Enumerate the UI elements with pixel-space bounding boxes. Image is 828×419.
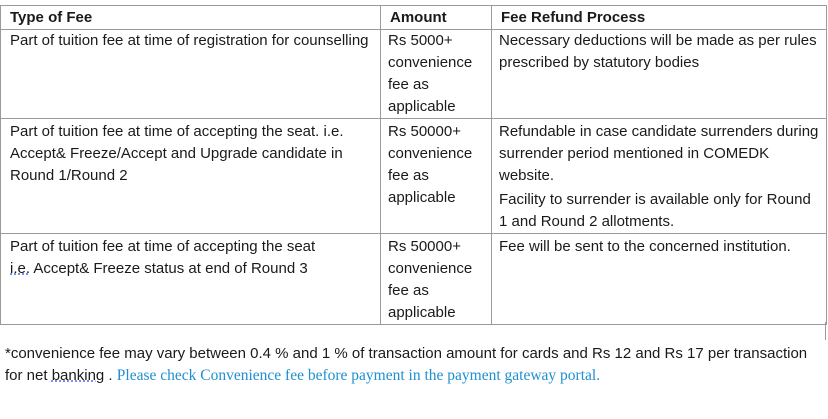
header-type-of-fee: Type of Fee bbox=[1, 6, 381, 30]
row2-refund: Refundable in case candidate surrenders during surrender period mentioned in COMEDK website. bbox=[499, 123, 819, 184]
row2-refund-extra: Facility to surrender is available only for Round 1 and Round 2 allotments. bbox=[499, 191, 811, 230]
row1-refund: Necessary deductions will be made as per rules prescribed by statutory bodies bbox=[492, 30, 827, 119]
row3-refund: Fee will be sent to the concerned institution. bbox=[492, 234, 827, 325]
footnote-text: *convenience fee may vary between 0.4 % and 1 % of transaction amount for cards and Rs 12 and Rs 17 per transaction for net bbox=[5, 345, 808, 384]
row3-amount: Rs 50000+ convenience fee as applicable bbox=[381, 234, 492, 325]
table-row bbox=[1, 119, 827, 234]
row3-type bbox=[1, 234, 381, 325]
row2-type: Part of tuition fee at time of accepting the seat. i.e. Accept& Freeze/Accept and Upgrade candidate in Round 1/Round 2 bbox=[1, 119, 381, 234]
header-amount: Amount bbox=[381, 6, 492, 30]
row2-refund-cell bbox=[492, 119, 827, 234]
table-header-row bbox=[1, 6, 827, 30]
row1-amount: Rs 5000+ convenience fee as applicable bbox=[381, 30, 492, 119]
table-edge-mark bbox=[825, 322, 826, 340]
fee-table bbox=[0, 5, 827, 325]
table-row bbox=[1, 234, 827, 325]
convenience-fee-link[interactable]: Please check Convenience fee before payment in the payment gateway portal. bbox=[116, 367, 601, 384]
footnote-after-banking: . bbox=[104, 367, 117, 384]
footnote-banking-word: banking bbox=[51, 367, 105, 384]
table-row bbox=[1, 30, 827, 119]
header-fee-refund-process: Fee Refund Process bbox=[492, 6, 827, 30]
row3-type-line1: Part of tuition fee at time of accepting the seat bbox=[10, 238, 316, 255]
row1-type: Part of tuition fee at time of registration for counselling bbox=[1, 30, 381, 119]
footnote bbox=[5, 343, 820, 387]
row3-type-ie: i.e. bbox=[10, 260, 31, 277]
row2-amount: Rs 50000+ convenience fee as applicable bbox=[381, 119, 492, 234]
row3-type-line2: Accept& Freeze status at end of Round 3 bbox=[30, 260, 308, 277]
